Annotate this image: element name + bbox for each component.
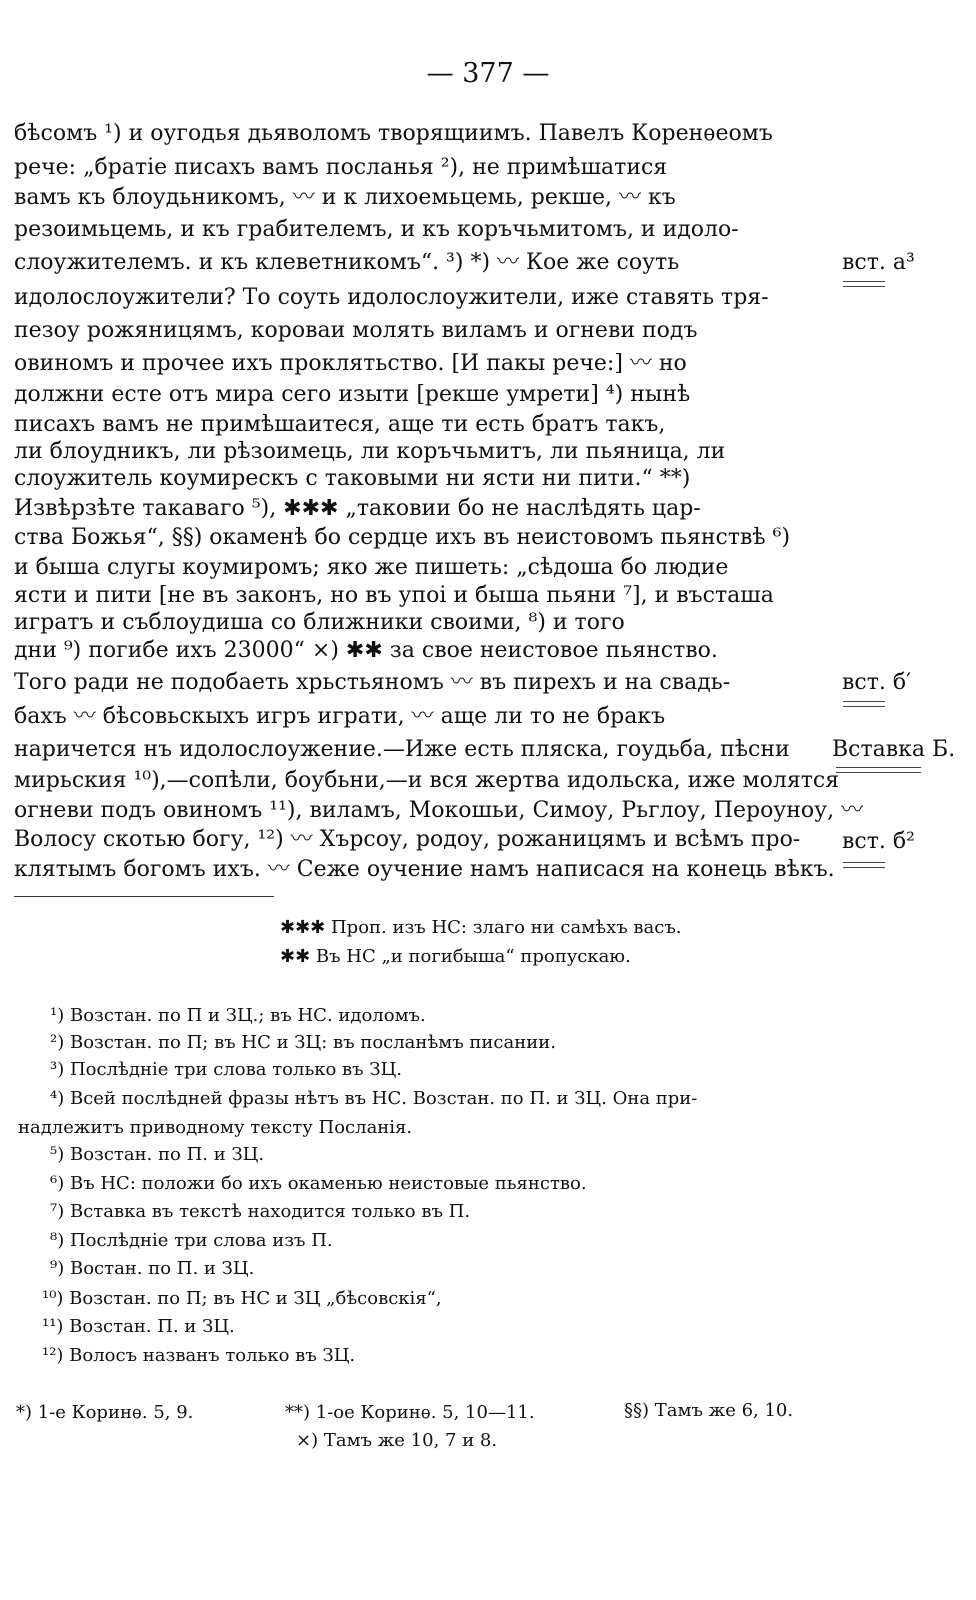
footnote: ⁴) Всей послѣдней фразы нѣтъ въ НС. Возстан. по П. и ЗЦ. Она при- [50,1088,698,1109]
body-line: ясти и пити [не въ законъ, но въ упоі и быша пьяни ⁷], и въсташа [14,583,774,608]
body-line: рече: „братіе писахъ вамъ посланья ²), не примѣшатися [14,155,668,180]
body-line: наричется нъ идолослоужение.—Иже есть пляска, гоудьба, пѣсни [14,737,790,762]
body-line: ли блоудникъ, ли рѣзоимець, ли коръчьмитъ, ли пьяница, ли [14,439,726,464]
double-underline [843,862,885,868]
footnote: ⁶) Въ НС: положи бо ихъ окаменью неистовые пьянство. [50,1173,587,1194]
footnote: ³) Послѣдніе три слова только въ ЗЦ. [50,1059,402,1080]
reference: **) 1-ое Коринѳ. 5, 10—11. [285,1402,535,1423]
page-number: — 377 — [426,58,550,89]
footnote: ⁷) Вставка въ текстѣ находится только въ П. [50,1201,471,1222]
double-underline [836,767,921,773]
asterism-note: ✱✱ Въ НС „и погибыша“ пропускаю. [280,946,631,967]
body-line: вамъ къ блоудьникомъ, 〰 и к лихоемьцемь, рекше, 〰 къ [14,185,676,210]
body-line: Извѣрзѣте такаваго ⁵), ✱✱✱ „таковии бо не наслѣдять цар- [14,496,701,521]
double-underline [843,281,885,287]
body-line: слоужитель коумирескъ с таковыми ни ясти ни пити.“ **) [14,466,691,491]
body-line: и быша слугы коумиромъ; яко же пишеть: „сѣдоша бо людие [14,555,729,580]
body-line: слоужителемъ. и къ клеветникомъ“. ³) *) 〰 Кое же соуть [14,250,680,275]
body-line: писахъ вамъ не примѣшаитеся, аще ти есть братъ такъ, [14,412,666,437]
body-line: резоимьцемь, и къ грабителемъ, и къ коръчьмитомъ, и идоло- [14,217,739,242]
body-line: клятымъ богомъ ихъ. 〰 Сеже оучение намъ написася на конець вѣкъ. [14,857,835,882]
body-line: Того ради не подобаеть хрьстьяномъ 〰 въ пирехъ и на свадь- [14,670,731,695]
reference: *) 1-е Коринѳ. 5, 9. [16,1402,194,1423]
margin-note: Вставка Б. [832,737,956,762]
body-line: бѣсомъ ¹) и оугодья дьяволомъ творящиимъ. Павелъ Коренѳеомъ [14,121,773,146]
footnote: ⁵) Возстан. по П. и ЗЦ. [50,1144,265,1165]
footnote: ¹¹) Возстан. П. и ЗЦ. [42,1316,235,1337]
body-line: должни есте отъ мира сего изыти [рекше умрети] ⁴) нынѣ [14,382,691,407]
body-line: пезоу рожяницямъ, короваи молять виламъ и огневи подъ [14,318,698,343]
margin-note: вст. б² [842,829,915,854]
reference: ×) Тамъ же 10, 7 и 8. [296,1430,498,1451]
body-line: идолослоужители? То соуть идолослоужители, иже ставять тря- [14,285,769,310]
footnote: ¹²) Волосъ названъ только въ ЗЦ. [42,1345,356,1366]
body-line: дни ⁹) погибе ихъ 23000“ ×) ✱✱ за свое неистовое пьянство. [14,638,718,663]
margin-note: вст. а³ [842,250,915,275]
footnote: ⁸) Послѣдніе три слова изъ П. [50,1230,333,1251]
footnote: ¹) Возстан. по П и ЗЦ.; въ НС. идоломъ. [50,1005,426,1026]
double-underline [843,701,885,707]
footnote: надлежитъ приводному тексту Посланія. [18,1117,413,1138]
margin-note: вст. б′ [842,670,912,695]
footnote: ²) Возстан. по П; въ НС и ЗЦ: въ посланѣмъ писании. [50,1032,556,1053]
body-line: овиномъ и прочее ихъ проклятьство. [И пакы рече:] 〰 но [14,351,687,376]
body-line: Волосу скотью богу, ¹²) 〰 Хърсоу, родоу, рожаницямъ и всѣмъ про- [14,827,801,852]
footnote-separator [14,896,274,897]
body-line: игратъ и съблоудиша со ближники своими, ⁸) и того [14,610,625,635]
footnote: ¹⁰) Возстан. по П; въ НС и ЗЦ „бѣсовскія“, [42,1288,442,1309]
body-line: ства Божья“, §§) окаменѣ бо сердце ихъ въ неистовомъ пьянствѣ ⁶) [14,525,791,550]
body-line: мирьския ¹⁰),—сопѣли, боубьни,—и вся жертва идольска, иже молятся [14,768,840,793]
reference: §§) Тамъ же 6, 10. [624,1400,794,1421]
asterism-note: ✱✱✱ Проп. изъ НС: злаго ни самѣхъ васъ. [280,917,682,938]
body-line: огневи подъ овиномъ ¹¹), виламъ, Мокошьи, Симоу, Рьглоу, Пероуноу, 〰 [14,798,864,823]
body-line: бахъ 〰 бѣсовьскыхъ игръ играти, 〰 аще ли то не бракъ [14,704,666,729]
footnote: ⁹) Востан. по П. и ЗЦ. [50,1258,255,1279]
